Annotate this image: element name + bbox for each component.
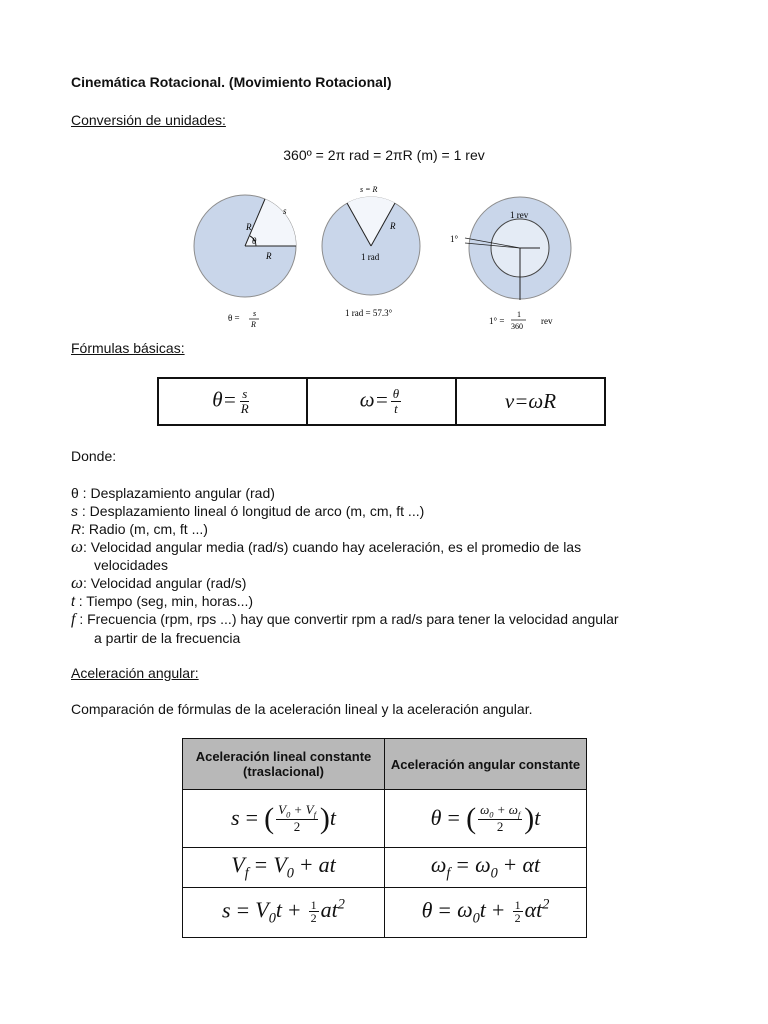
formula-lhs: ω= [359,388,389,413]
definition-text: : Tiempo (seg, min, horas...) [74,593,254,609]
caption-rhs: rev [541,316,553,326]
formula-cell [307,378,456,425]
formula-text: v=ωR [504,389,557,413]
definition-item [71,574,619,592]
donde-label: Donde: [71,448,117,464]
fraction [391,387,401,415]
radian-diagrams [180,180,590,340]
definition-item [71,502,619,520]
revolution-diagram [450,197,571,331]
numerator: θ [392,386,400,402]
symbol: f [71,611,76,628]
definition-item [71,484,619,502]
symbol: R [71,521,82,537]
formula-cell: $\theta = \omega_0t$ + $\frac{1}{2}$ $\alpha t^2$ [385,888,587,938]
symbol: t [71,593,75,609]
one-radian-diagram [322,185,420,318]
definition-item [71,520,619,538]
symbol: θ : [71,485,87,501]
symbol: ω [71,573,84,592]
symbol: ω [71,537,84,556]
column-header-linear: Aceleración lineal constante (traslacional) [183,739,385,790]
formulas-heading: Fórmulas básicas: [71,340,185,356]
column-header-angular: Aceleración angular constante [385,739,587,790]
acceleration-intro: Comparación de fórmulas de la aceleración lineal y la aceleración angular. [71,701,533,717]
numerator: s [242,386,248,402]
conversion-equation: 360º = 2π rad = 2πR (m) = 1 rev [283,147,485,163]
formula-cell [158,378,307,425]
radius-label: R [390,221,396,231]
formula-cell: θ = ( $\frac{\omega_0 + \omega_f}{2}$ )t [385,790,587,848]
definition-text: : Frecuencia (rpm, rps ...) hay que convertir rpm a rad/s para tener la velocidad angular [75,611,619,627]
denominator: t [394,401,398,416]
caption-denominator: 360 [511,322,523,331]
radius-label: R [266,251,272,261]
formula-lhs: θ= [212,388,237,413]
formula-cell: $\omega_f = \omega_0 + \alpha t$ [385,848,587,888]
radius-label: R [246,222,252,232]
caption-lhs: θ = [228,313,240,323]
formula-cell [456,378,605,425]
acceleration-table [182,738,587,938]
definition-item [71,610,619,629]
definition-text: : Desplazamiento lineal ó longitud de arco (m, cm, ft ...) [78,503,425,519]
caption-numerator: s [253,309,257,318]
degree-label: 1° [450,234,459,244]
angle-label: 1 rad [361,252,380,262]
caption-numerator: 1 [517,310,521,319]
basic-formulas-table [157,377,606,426]
definition-text: : Radio (m, cm, ft ...) [81,521,208,537]
fraction [239,387,251,415]
definitions-list [71,484,619,647]
definition-text: Desplazamiento angular (rad) [86,485,275,501]
formula-cell: $V_f = V_0$ + at [183,848,385,888]
acceleration-heading: Aceleración angular: [71,665,199,681]
definition-item [71,538,619,556]
formula-cell: $s = V_0t$ + $\frac{1}{2}$ $at^2$ [183,888,385,938]
rev-label: 1 rev [510,210,529,220]
definition-continuation: a partir de la frecuencia [94,630,241,646]
arc-label: s = R [360,185,378,194]
caption-denominator: R [251,320,256,329]
symbol: s [71,503,78,519]
page-title: Cinemática Rotacional. (Movimiento Rotacional) [71,74,392,90]
denominator: R [240,401,249,416]
arc-length-diagram [194,195,296,329]
definition-text: : Velocidad angular media (rad/s) cuando hay aceleración, es el promedio de las [83,539,582,555]
definition-item [71,592,619,610]
radian-caption: 1 rad = 57.3° [345,308,393,318]
conversion-heading: Conversión de unidades: [71,112,226,128]
theta-label: θ [252,236,257,246]
arc-s-label: s [283,206,287,216]
definition-continuation: velocidades [94,557,168,573]
formula-cell: s = ( $\frac{V_0 + V_f}{2}$ )t [183,790,385,848]
definition-text: : Velocidad angular (rad/s) [83,575,247,591]
caption-lhs: 1° = [489,316,505,326]
